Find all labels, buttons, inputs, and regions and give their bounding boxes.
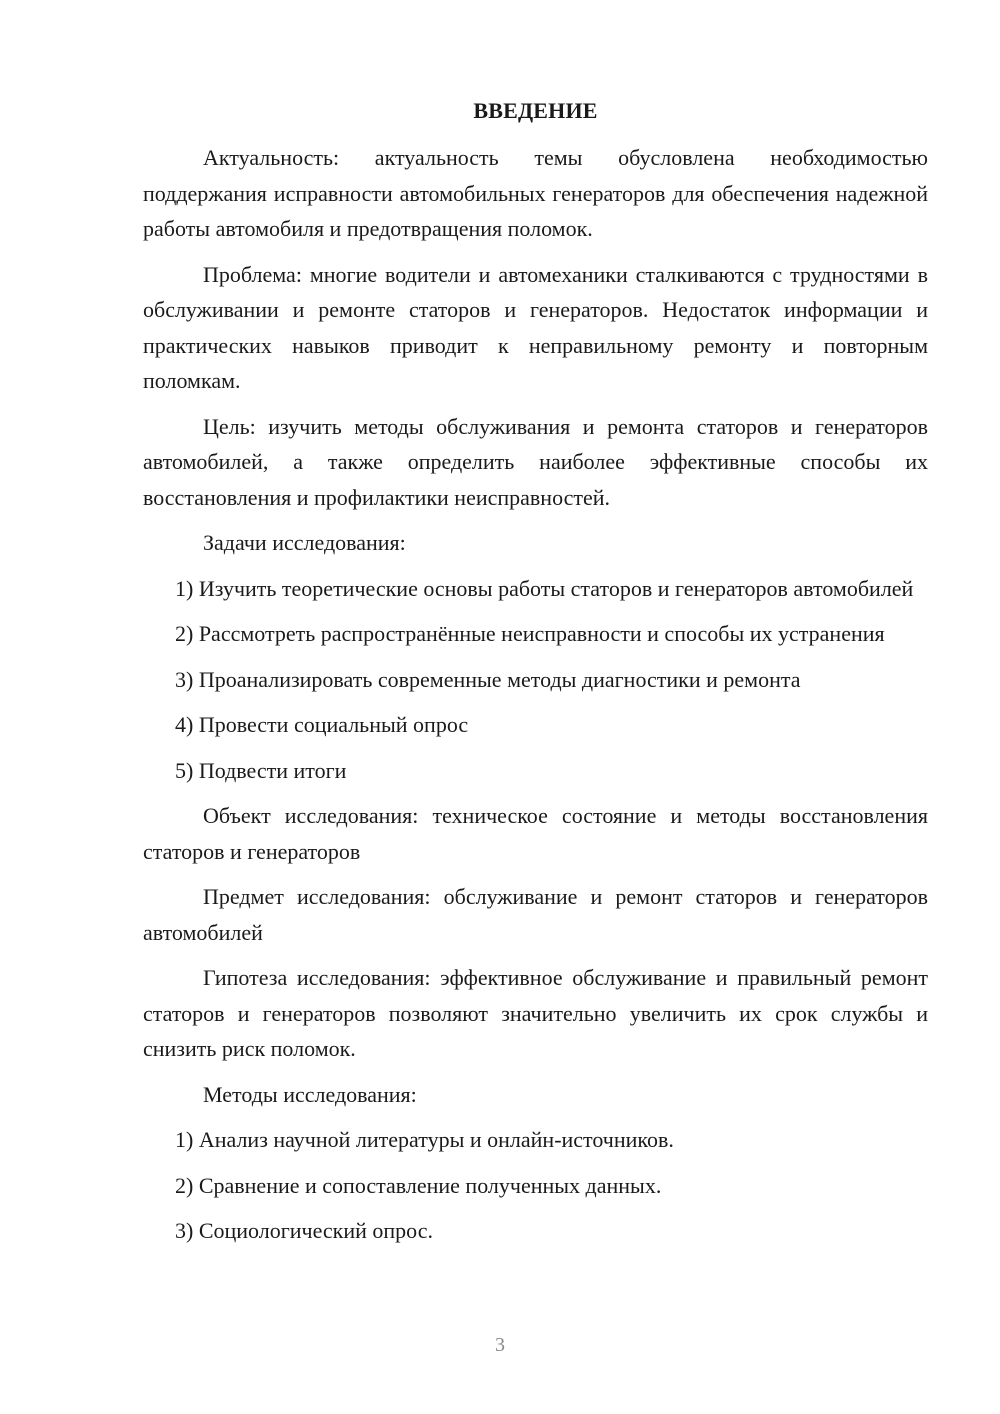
page-number: 3 — [495, 1334, 505, 1356]
paragraph-goal: Цель: изучить методы обслуживания и ремонта статоров и генераторов автомобилей, а также определить наиболее эффективные способы их восстановления и профилактики неисправностей. — [143, 413, 928, 510]
task-item: 2) Рассмотреть распространённые неисправности и способы их устранения — [175, 621, 885, 646]
paragraph-methods-heading: Методы исследования: — [203, 1081, 417, 1107]
paragraph-object: Объект исследования: техническое состояние и методы восстановления статоров и генераторов — [143, 803, 928, 864]
paragraph-hypothesis: Гипотеза исследования: эффективное обслуживание и правильный ремонт статоров и генераторов позволяют значительно увеличить их срок службы и снизить риск поломок. — [143, 965, 928, 1061]
paragraph-problem: Проблема: многие водители и автомеханики сталкиваются с трудностями в обслуживании и ремонте статоров и генераторов. Недостаток информации и практических навыков приводит к неправильному ремонту и повторным поломкам. — [143, 261, 928, 393]
task-item: 5) Подвести итоги — [175, 757, 347, 783]
page-content — [143, 96, 928, 1259]
task-item: 3) Проанализировать современные методы диагностики и ремонта — [175, 666, 801, 692]
page-title: ВВЕДЕНИЕ — [473, 98, 598, 123]
method-item: 1) Анализ научной литературы и онлайн-источников. — [175, 1127, 674, 1152]
method-item: 2) Сравнение и сопоставление полученных данных. — [175, 1172, 662, 1198]
paragraph-subject: Предмет исследования: обслуживание и ремонт статоров и генераторов автомобилей — [143, 884, 928, 945]
task-item: 1) Изучить теоретические основы работы статоров и генераторов автомобилей — [175, 575, 914, 601]
paragraph-tasks-heading: Задачи исследования: — [203, 530, 406, 555]
task-item: 4) Провести социальный опрос — [175, 712, 469, 737]
method-item: 3) Социологический опрос. — [175, 1218, 433, 1243]
paragraph-relevance: Актуальность: актуальность темы обусловлена необходимостью поддержания исправности автомобильных генераторов для обеспечения надежной работы автомобиля и предотвращения поломок. — [143, 145, 928, 241]
